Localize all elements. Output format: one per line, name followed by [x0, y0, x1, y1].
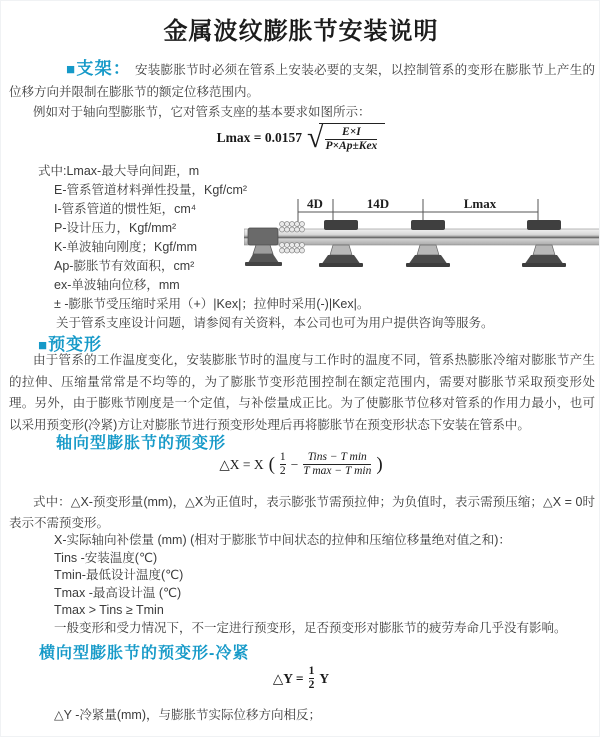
support-consulting-line: 关于管系支座设计问题，请参阅有关资料，本公司也可为用户提供咨询等服务。	[56, 316, 494, 330]
definition-line: Tmax -最高设计温 (℃)	[54, 585, 182, 600]
lateral-subsection-heading: 横向型膨胀节的预变形-冷紧	[39, 645, 250, 662]
example-line: 例如对于轴向型膨胀节，它对管系支座的基本要求如图所示：	[33, 105, 371, 119]
predeform-paragraph: 由于管系的工作温度变化，安装膨胀节时的温度与工作时的温度不同，管系热膨胀冷缩对膨胀节产生的拉伸、压缩量常常是不均等的，为了膨胀节变形范围控制在额定范围内，需要对膨胀节采取预变形处理。另外，由于膨账节刚度是一个定值，与补偿量成正比。为了使膨胀节位移对管系的作用力最小，也可以采用预变形(冷紧)方让对膨胀节进行预变形处理后再将膨胀节在预变形状态下安装在管系中。	[9, 353, 595, 432]
minus-sign: −	[290, 456, 299, 472]
lateral-half-numerator: 1	[308, 665, 315, 677]
pipe-support-diagram	[244, 193, 600, 288]
definition-line: P-设计压力，Kgf/mm²	[54, 221, 177, 235]
dim-label-4d: 4D	[307, 196, 323, 211]
axial-subsection-heading: 轴向型膨胀节的预变形	[56, 435, 227, 452]
predeform-heading-label: 预变形	[48, 335, 103, 354]
sqrt-radical	[307, 123, 385, 153]
axial-formula	[1, 451, 600, 478]
half-denominator: 2	[279, 465, 286, 477]
definition-line: 式中:Lmax-最大导向间距，m	[38, 164, 200, 178]
axial-general-note: 一般变形和受力情况下，不一定进行预变形，足否预变形对膨胀节的疲劳寿命几乎没有影响。	[54, 620, 567, 635]
lateral-formula	[1, 665, 600, 692]
left-paren: (	[268, 453, 275, 475]
support-heading-label: 支架：	[76, 59, 132, 78]
lateral-formula-rhs: Y	[319, 670, 330, 686]
definition-line: ± -膨胀节受压缩时采用（+）|Kex|；拉伸时采用(-)|Kex|。	[54, 297, 370, 311]
temp-denominator: T max − T min	[303, 465, 372, 477]
radical-sign: √	[307, 121, 324, 154]
right-paren: )	[376, 453, 383, 475]
blue-square-icon: ■	[66, 61, 77, 78]
half-numerator: 1	[279, 451, 286, 463]
definition-line: E-管系管道材料弹性投量，Kgf/cm²	[54, 183, 248, 197]
axial-note-paragraph: 式中：△X-预变形量(mm)，△X为正值时，表示膨张节需预拉伸；为负值时，表示需预压缩；△X = 0时表示不需预变形。	[9, 495, 595, 530]
definition-line: Tins -安装温度(℃)	[54, 550, 158, 565]
lmax-formula	[1, 123, 600, 153]
blue-square-icon: ■	[38, 337, 49, 354]
dim-label-14d: 14D	[366, 196, 390, 211]
lmax-formula-lhs: Lmax = 0.0157	[216, 130, 302, 145]
definition-line: ex-单波轴向位移，mm	[54, 278, 180, 292]
definition-line: Tmin-最低设计温度(℃)	[54, 568, 184, 582]
lateral-formula-lhs: △Y =	[272, 670, 304, 686]
temp-numerator: Tins − T min	[307, 451, 367, 463]
support-intro-text: 安装膨胀节时必须在管系上安装必要的支架，以控制管系的变形在膨胀节上产生的位移方向并限制在膨胀节的额定位移范围内。	[9, 63, 595, 99]
definition-line: X-实际轴向补偿量 (mm) (相对于膨胀节中间状态的拉伸和压缩位移量绝对值之和)：	[54, 533, 511, 547]
anchor-support	[245, 228, 282, 266]
page-title: 金属波纹膨胀节安装说明	[163, 18, 439, 45]
support-section-heading	[66, 59, 131, 78]
definition-line: Ap-膨胀节有效面积，cm²	[54, 259, 195, 273]
support-paragraph	[9, 58, 595, 103]
dim-label-lmax: Lmax	[463, 196, 497, 211]
definition-line: Tmax > Tins ≥ Tmin	[54, 603, 164, 617]
lateral-note-line: △Y -冷紧量(mm)，与膨胀节实际位移方向相反；	[54, 708, 322, 722]
lmax-formula-numerator: E×I	[342, 126, 361, 138]
lateral-half-denominator: 2	[308, 679, 315, 691]
axial-formula-lhs: △X = X	[219, 456, 264, 472]
lmax-formula-denominator: P×Ap±Kex	[325, 140, 378, 152]
definition-line: K-单波轴向刚度；Kgf/mm	[54, 240, 198, 254]
axial-definitions-list	[54, 532, 567, 637]
definition-line: I-管系管道的惯性矩，cm⁴	[54, 202, 197, 216]
